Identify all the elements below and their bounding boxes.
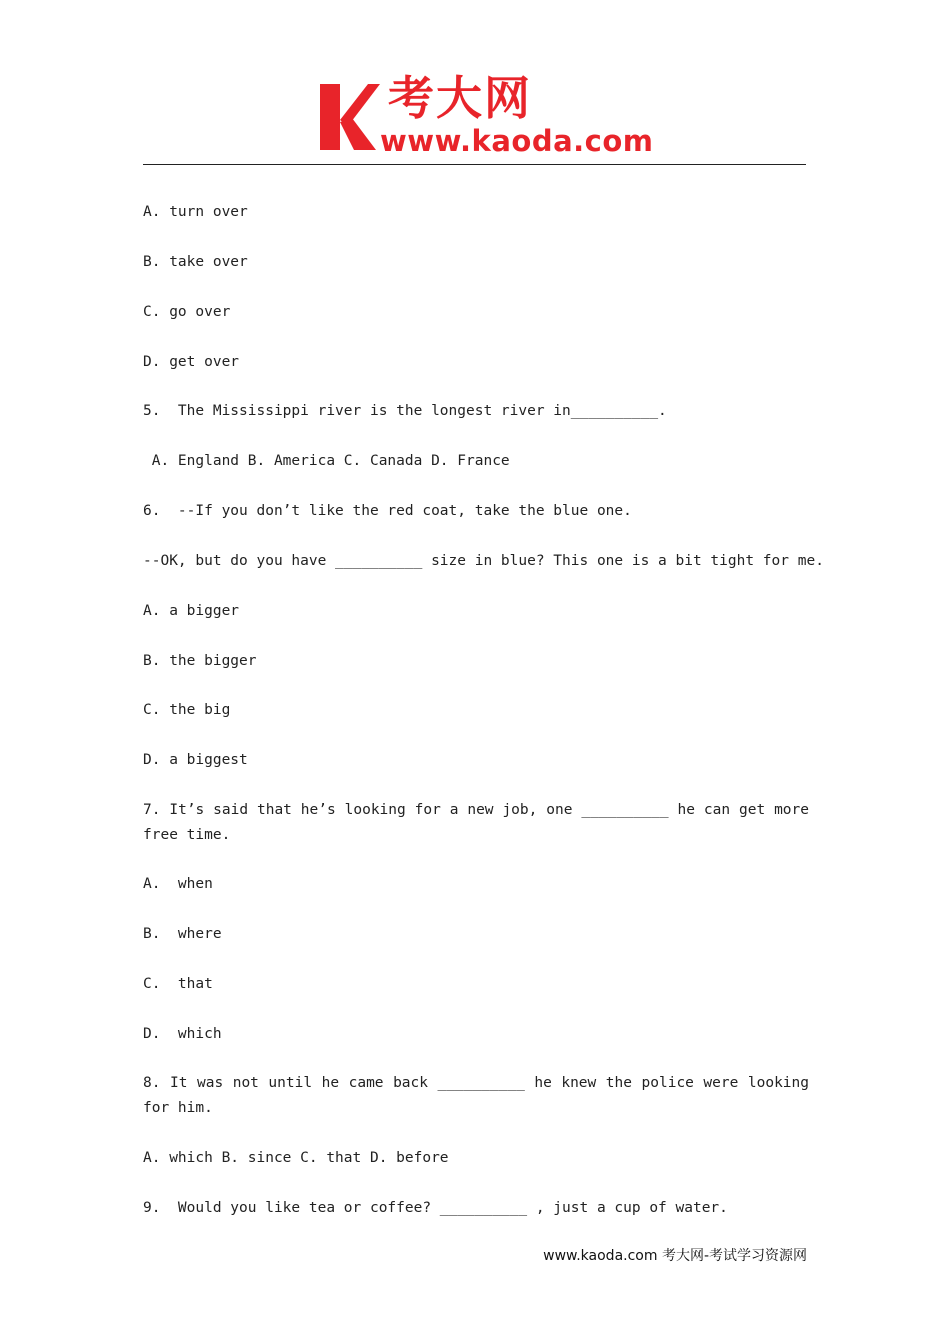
option-line: C. the big bbox=[143, 702, 231, 718]
option-line: B. the bigger bbox=[143, 653, 257, 669]
logo-chinese-name: 考大网 bbox=[388, 71, 532, 125]
question-5: 5. The Mississippi river is the longest river in__________. bbox=[143, 403, 667, 419]
question-8: 8. It was not until he came back __________ he knew the police were looking for him. bbox=[143, 1075, 809, 1116]
option-line: C. go over bbox=[143, 304, 231, 320]
question-6-reply: --OK, but do you have __________ size in blue? This one is a bit tight for me. bbox=[143, 553, 824, 569]
option-line: D. a biggest bbox=[143, 752, 248, 768]
option-line: A. a bigger bbox=[143, 603, 240, 619]
question-7: 7. It’s said that he’s looking for a new job, one __________ he can get more free time. bbox=[143, 802, 809, 843]
page-footer: www.kaoda.com 考大网-考试学习资源网 bbox=[543, 1248, 807, 1264]
option-line: C. that bbox=[143, 976, 213, 992]
k-logo-icon bbox=[318, 80, 380, 158]
question-9: 9. Would you like tea or coffee? __________ , just a cup of water. bbox=[143, 1200, 728, 1216]
logo-url: www.kaoda.com bbox=[380, 124, 654, 158]
option-line: A. turn over bbox=[143, 204, 248, 220]
option-line: A. when bbox=[143, 876, 213, 892]
kaoda-logo bbox=[318, 71, 654, 162]
option-line: B. where bbox=[143, 926, 222, 942]
header-divider bbox=[143, 164, 806, 165]
question-8-options: A. which B. since C. that D. before bbox=[143, 1150, 449, 1166]
question-6: 6. --If you don’t like the red coat, take the blue one. bbox=[143, 503, 632, 519]
option-line: D. which bbox=[143, 1026, 222, 1042]
option-line: D. get over bbox=[143, 354, 240, 370]
option-line: B. take over bbox=[143, 254, 248, 270]
question-5-options: A. England B. America C. Canada D. France bbox=[143, 453, 510, 469]
